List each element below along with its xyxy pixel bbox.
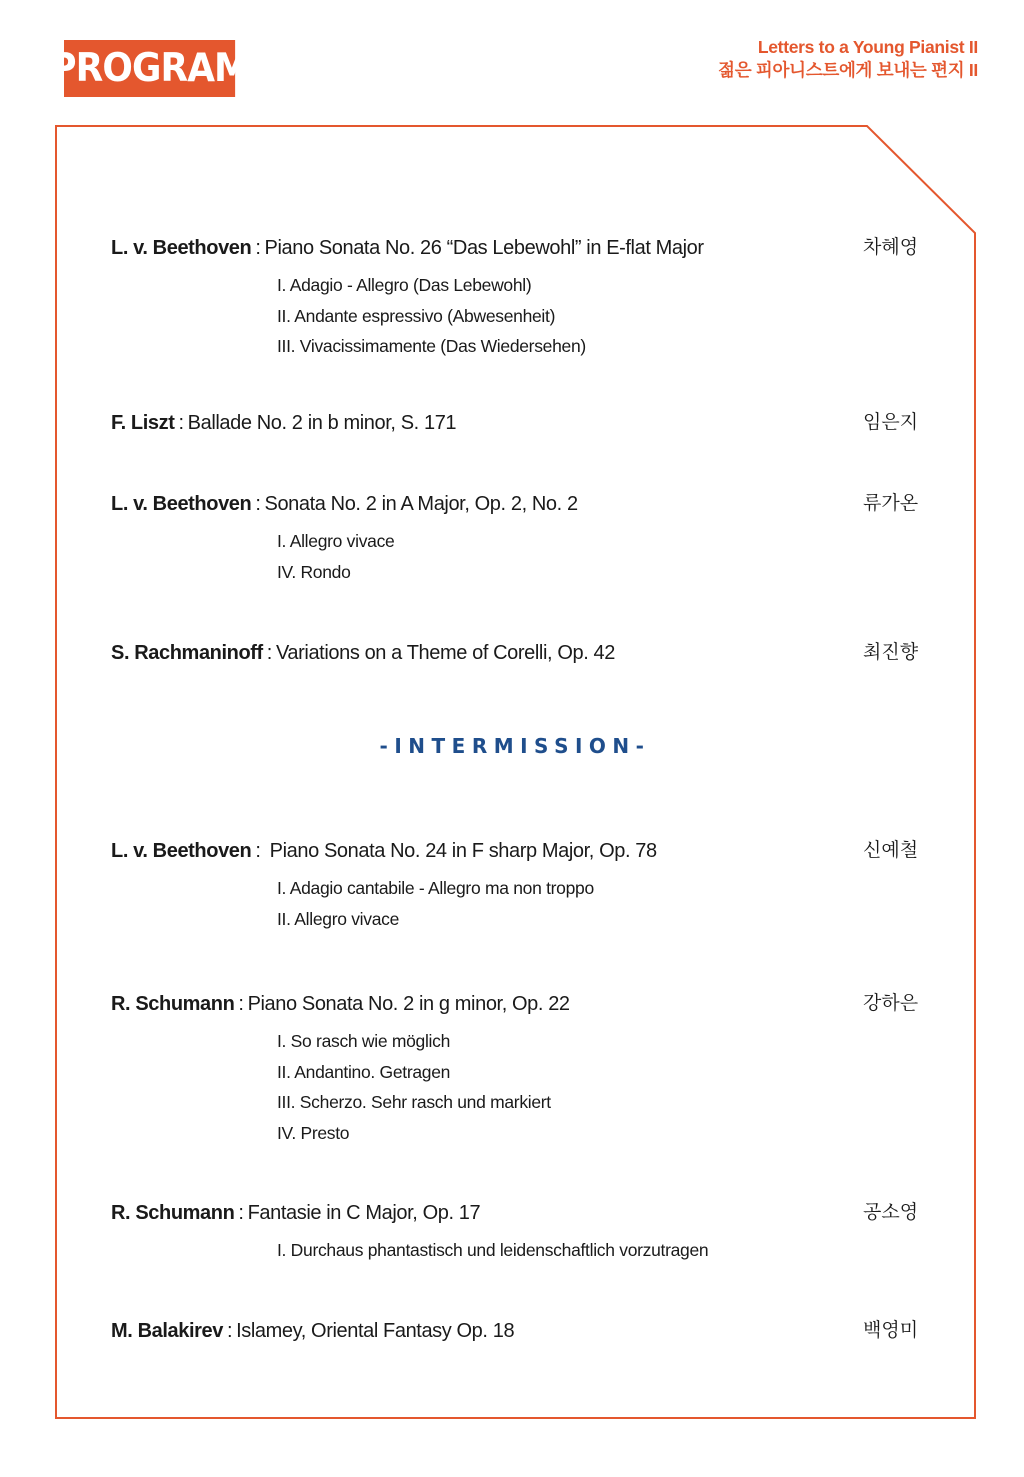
movement-item: II. Andantino. Getragen [277, 1061, 451, 1082]
pianist-name: 최진향 [863, 642, 919, 663]
program-entry [111, 491, 931, 587]
program-entry [111, 235, 931, 362]
composer-name: M. Balakirev [111, 1320, 223, 1342]
composer-name: L. v. Beethoven [111, 237, 252, 259]
movement-list [277, 526, 931, 587]
composer-name: F. Liszt [111, 412, 175, 434]
separator: : [255, 493, 261, 515]
composer-name: R. Schumann [111, 993, 235, 1015]
movement-list [277, 270, 931, 362]
movement-item: II. Allegro vivace [277, 908, 400, 929]
work-title: Fantasie in C Major, Op. 17 [247, 1202, 481, 1224]
series-title-ko: 젊은 피아니스트에게 보내는 편지 II [718, 60, 978, 80]
pianist-name: 임은지 [863, 412, 919, 433]
pianist-name: 강하은 [863, 993, 919, 1014]
work-title: Ballade No. 2 in b minor, S. 171 [187, 412, 457, 434]
composer-name: R. Schumann [111, 1202, 235, 1224]
movement-list [277, 1026, 931, 1148]
program-entry [111, 1200, 931, 1266]
work-title: Variations on a Theme of Corelli, Op. 42 [275, 642, 615, 664]
separator: : [238, 1202, 244, 1224]
movement-item: I. So rasch wie möglich [277, 1031, 451, 1051]
movement-item: I. Durchaus phantastisch und leidenschaftlich vorzutragen [277, 1240, 709, 1260]
work-title: Piano Sonata No. 2 in g minor, Op. 22 [247, 993, 570, 1015]
work-title: Piano Sonata No. 26 “Das Lebewohl” in E-flat Major [264, 237, 704, 259]
separator: : [226, 1320, 233, 1342]
work-title: Piano Sonata No. 24 in F sharp Major, Op. 78 [264, 840, 657, 862]
work-title: Islamey, Oriental Fantasy Op. 18 [236, 1320, 515, 1342]
movement-item: III. Vivacissimamente (Das Wiedersehen) [277, 336, 586, 356]
program-entry [111, 410, 931, 436]
entry-title [111, 1200, 931, 1226]
separator: : [238, 993, 244, 1015]
entry-title [111, 991, 931, 1017]
series-title-en: Letters to a Young Pianist II [757, 37, 978, 57]
entry-title [111, 640, 931, 666]
movement-item: III. Scherzo. Sehr rasch und markiert [277, 1092, 551, 1112]
entry-title [111, 491, 931, 517]
composer-name: S. Rachmaninoff [111, 642, 263, 664]
movement-item: I. Allegro vivace [277, 531, 395, 551]
movement-list [277, 873, 931, 934]
pianist-name: 백영미 [863, 1320, 919, 1341]
pianist-name: 차혜영 [863, 237, 919, 258]
entry-title [111, 1318, 931, 1344]
program-entry [111, 1318, 931, 1344]
program-badge: PROGRAM [64, 40, 235, 97]
program-entry [111, 640, 931, 666]
pianist-name: 신예철 [863, 840, 919, 861]
work-title: Sonata No. 2 in A Major, Op. 2, No. 2 [264, 493, 578, 515]
movement-item: IV. Presto [277, 1122, 350, 1143]
composer-name: L. v. Beethoven [111, 493, 252, 515]
movement-item: I. Adagio cantabile - Allegro ma non troppo [277, 878, 594, 898]
entry-title [111, 410, 931, 436]
movement-list [277, 1235, 931, 1266]
pianist-name: 류가온 [863, 493, 919, 514]
program-entry [111, 991, 931, 1148]
pianist-name: 공소영 [863, 1202, 919, 1223]
movement-item: IV. Rondo [277, 561, 351, 582]
program-entry [111, 838, 931, 934]
separator: : [255, 237, 261, 259]
composer-name: L. v. Beethoven [111, 840, 252, 862]
separator: : [178, 412, 184, 434]
entry-title [111, 235, 931, 261]
intermission-label: -INTERMISSION- [379, 734, 651, 758]
movement-item: II. Andante espressivo (Abwesenheit) [277, 305, 556, 326]
separator: : [255, 840, 261, 862]
movement-item: I. Adagio - Allegro (Das Lebewohl) [277, 275, 532, 295]
separator: : [266, 642, 272, 664]
entry-title [111, 838, 931, 864]
